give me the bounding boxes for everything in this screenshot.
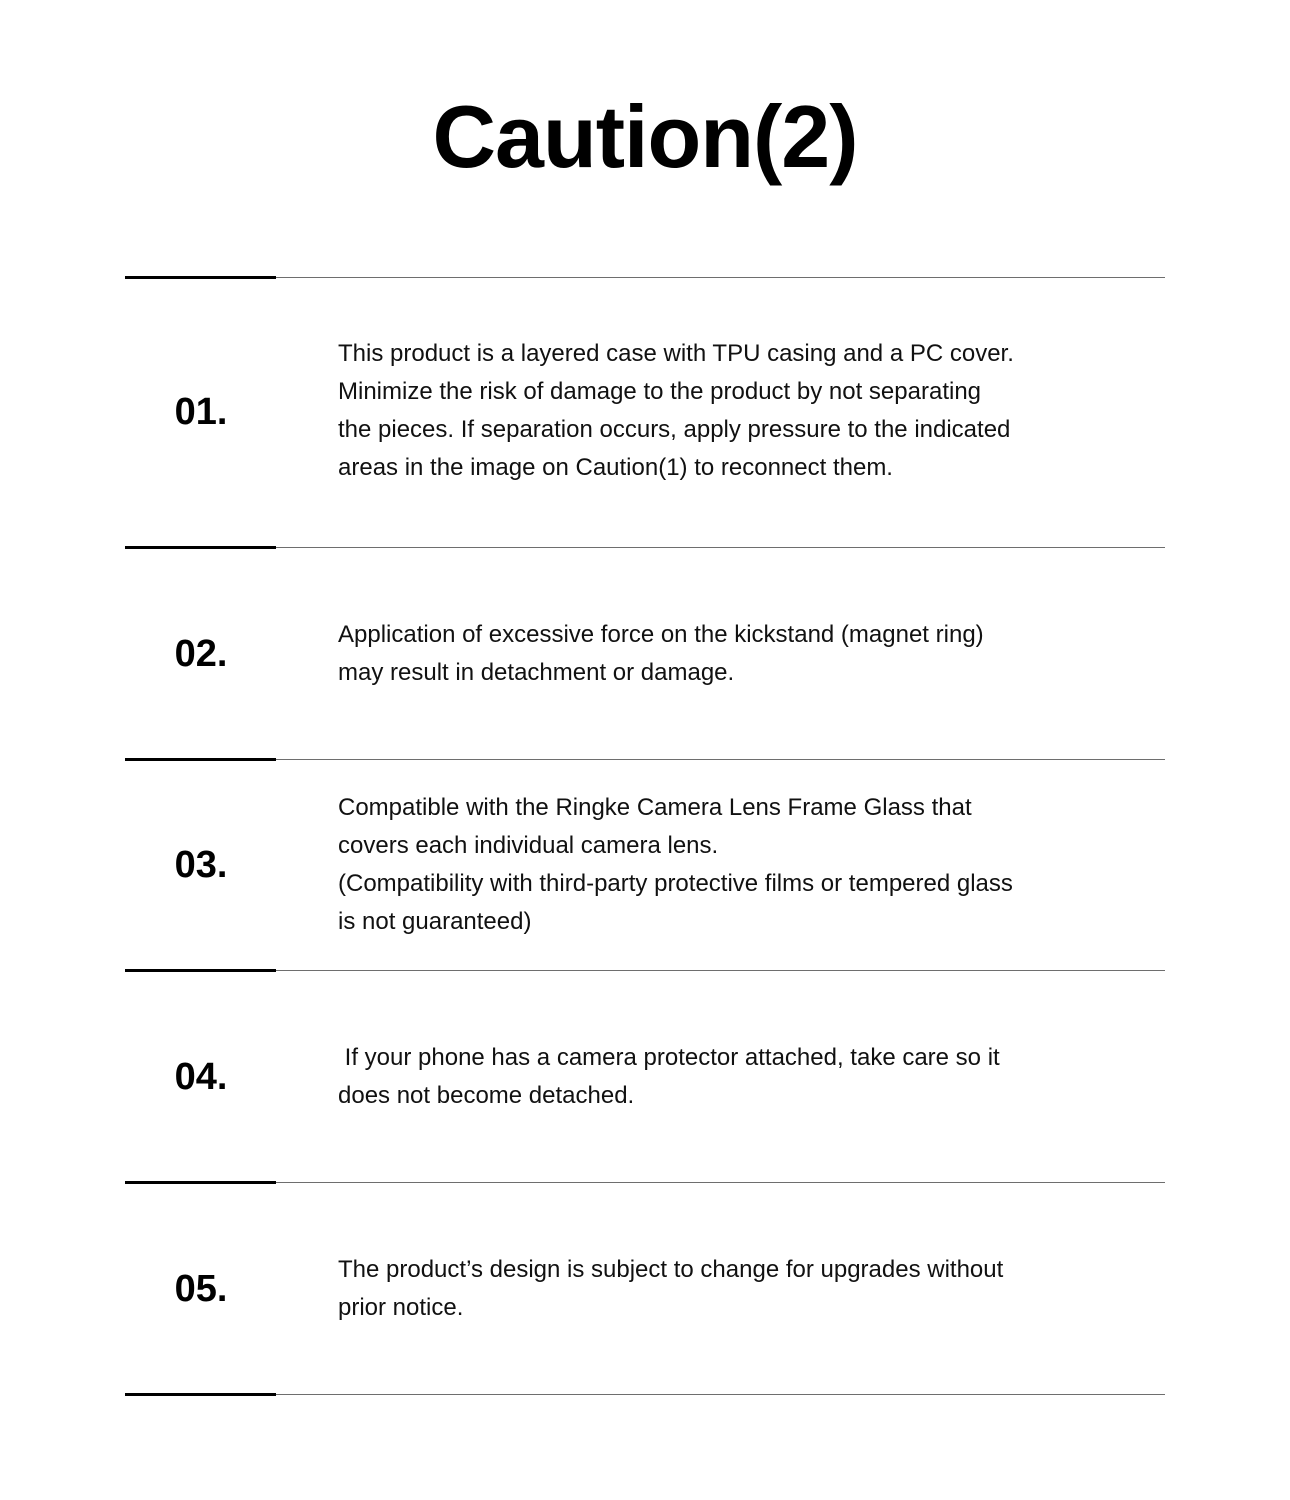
section-divider (125, 1394, 1165, 1395)
section-divider (125, 277, 1165, 278)
item-text (338, 789, 1138, 941)
section-divider (125, 1182, 1165, 1183)
item-text-line: If your phone has a camera protector attached, take care so it (338, 1044, 1000, 1071)
divider-accent (125, 276, 276, 279)
item-text-line: may result in detachment or damage. (338, 659, 735, 686)
item-text (338, 1251, 1138, 1327)
item-text-line: The product’s design is subject to change for upgrades without (338, 1256, 1004, 1283)
divider-accent (125, 1181, 276, 1184)
item-text-line: areas in the image on Caution(1) to reconnect them. (338, 454, 893, 481)
item-text-line: prior notice. (338, 1294, 464, 1321)
item-text-line: is not guaranteed) (338, 908, 532, 935)
section-divider (125, 759, 1165, 760)
item-text-line: Compatible with the Ringke Camera Lens Frame Glass that (338, 794, 972, 821)
item-text-line: covers each individual camera lens. (338, 832, 719, 859)
item-text-line: does not become detached. (338, 1082, 635, 1109)
item-number: 02. (174, 633, 228, 675)
item-text (338, 1039, 1138, 1115)
item-number: 04. (174, 1056, 228, 1098)
item-text (338, 616, 1138, 692)
item-text-line: the pieces. If separation occurs, apply pressure to the indicated (338, 416, 1011, 443)
divider-accent (125, 546, 276, 549)
divider-accent (125, 758, 276, 761)
divider-accent (125, 1393, 276, 1396)
divider-accent (125, 969, 276, 972)
item-text-line: (Compatibility with third-party protective films or tempered glass (338, 870, 1013, 897)
section-divider (125, 970, 1165, 971)
item-text-line: This product is a layered case with TPU casing and a PC cover. (338, 340, 1014, 367)
page-title: Caution(2) (432, 87, 858, 186)
section-divider (125, 547, 1165, 548)
item-number: 01. (174, 391, 228, 433)
item-number: 03. (174, 844, 228, 886)
item-text-line: Minimize the risk of damage to the product by not separating (338, 378, 982, 405)
item-text-line: Application of excessive force on the kickstand (magnet ring) (338, 621, 984, 648)
item-text (338, 335, 1138, 487)
item-number: 05. (174, 1268, 228, 1310)
